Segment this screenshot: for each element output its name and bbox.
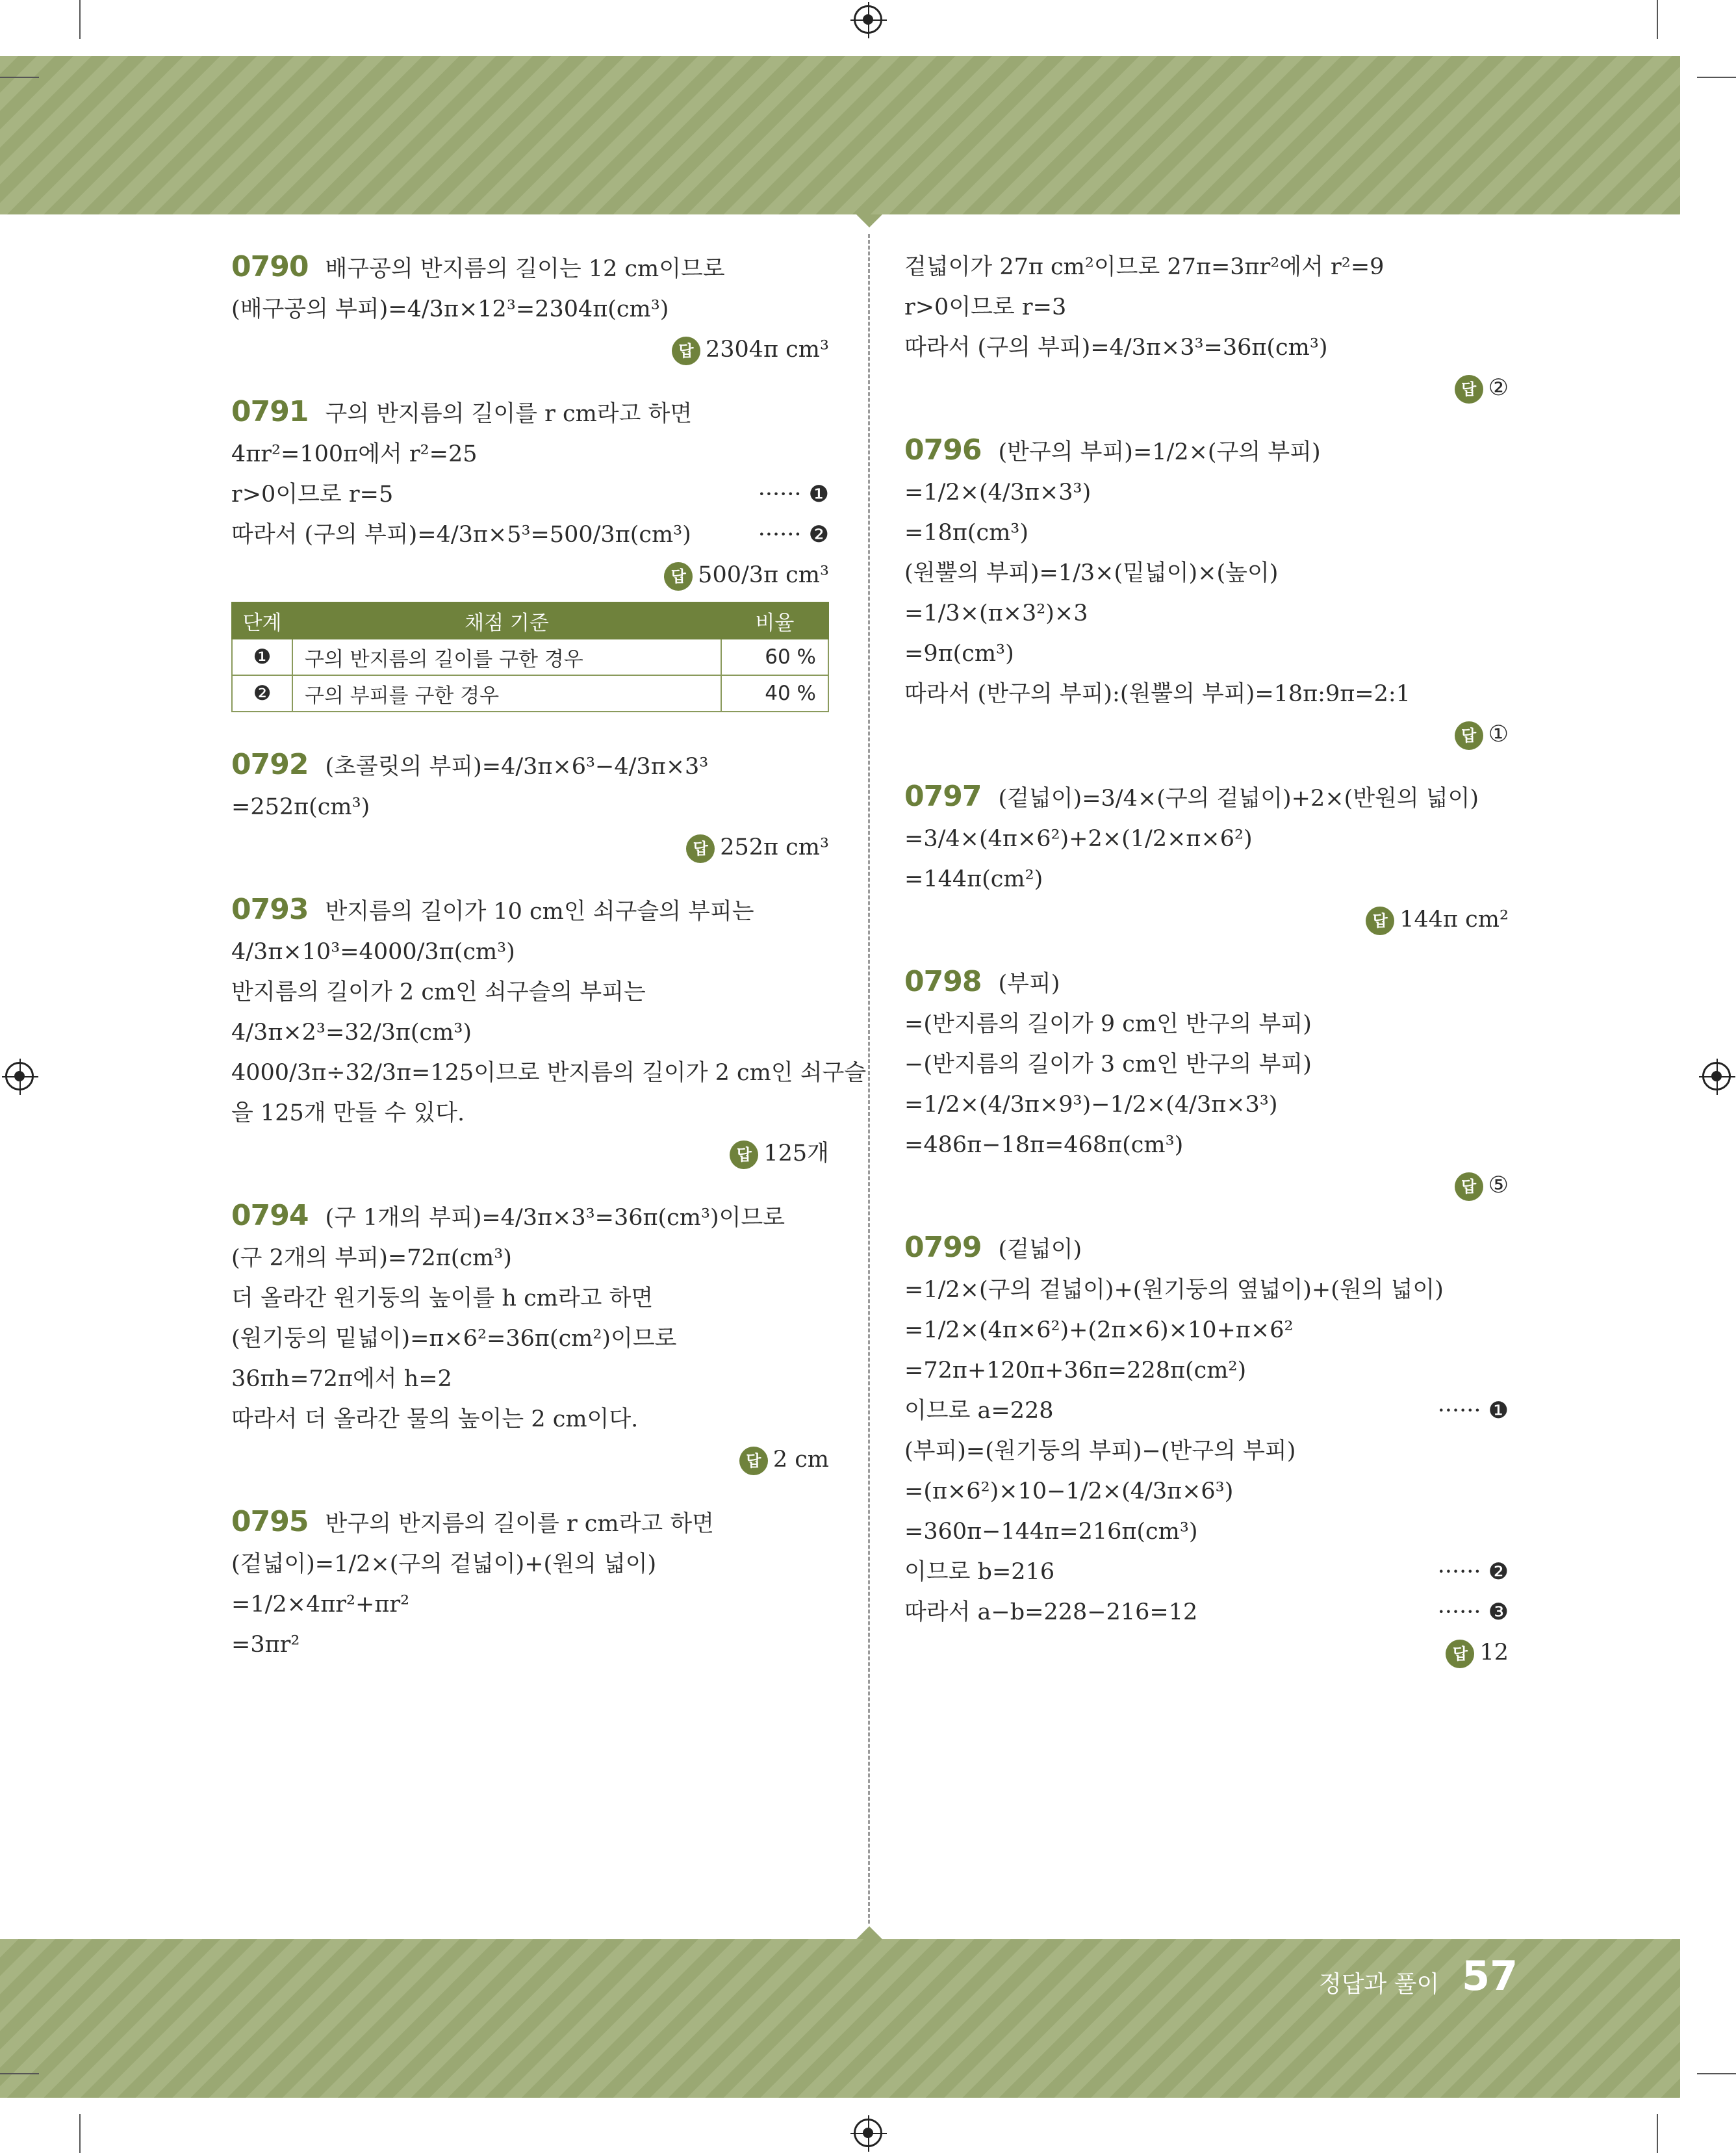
solution-text: 겉넓이가 27π cm²이므로 27π=3πr²에서 r²=9 (904, 254, 1385, 280)
problem-number: 0791 (231, 395, 309, 428)
solution-text: 반지름의 길이가 10 cm인 쇠구슬의 부피는 (325, 899, 754, 925)
solution-line (231, 1399, 829, 1439)
problem-heading (231, 1196, 829, 1238)
solution-text: 반구의 반지름의 길이를 r cm라고 하면 (325, 1511, 714, 1537)
footer-band (0, 1939, 1680, 2098)
solution-line (904, 1512, 1509, 1552)
solution-text: 따라서 (반구의 부피):(원뿔의 부피)=18π:9π=2:1 (904, 681, 1410, 707)
solution-text: 4000/3π÷32/3π=125이므로 반지름의 길이가 2 cm인 쇠구슬 (231, 1060, 867, 1086)
answer-badge-icon: 답 (1455, 1172, 1483, 1201)
section-gap (231, 370, 829, 392)
solution-text: 배구공의 반지름의 길이는 12 cm이므로 (325, 256, 725, 282)
solution-text: =1/2×(4π×6²)+(2π×6)×10+π×6² (904, 1317, 1294, 1343)
answer-badge-icon: 답 (1446, 1640, 1474, 1668)
scoring-table-header: 단계 (232, 602, 292, 639)
answer-value: 2 cm (772, 1447, 829, 1473)
solution-text: r>0이므로 r=5 (231, 482, 394, 508)
solution-line (231, 972, 829, 1012)
solution-text: (구 1개의 부피)=4/3π×3³=36π(cm³)이므로 (325, 1205, 785, 1231)
solution-line (904, 472, 1509, 513)
header-band (0, 56, 1680, 214)
solution-text: =1/2×4πr²+πr² (231, 1592, 410, 1618)
scoring-table (231, 602, 829, 712)
problem-heading (231, 1502, 829, 1544)
answer-value: ⑤ (1488, 1172, 1509, 1198)
answer-value: 500/3π cm³ (698, 562, 829, 588)
solution-line (904, 674, 1509, 714)
crop-mark (79, 0, 81, 39)
solution-text: =3πr² (231, 1632, 300, 1658)
problem-number: 0792 (231, 748, 309, 781)
solution-text: 구의 반지름의 길이를 r cm라고 하면 (325, 401, 693, 427)
answer-value: 144π cm² (1399, 907, 1509, 933)
problem-number: 0799 (904, 1231, 982, 1264)
crop-mark (0, 2073, 39, 2074)
solution-line (231, 1359, 829, 1399)
solution-line (231, 1012, 829, 1053)
solution-text: (배구공의 부피)=4/3π×12³=2304π(cm³) (231, 296, 669, 322)
solution-text: 4/3π×10³=4000/3π(cm³) (231, 939, 515, 965)
answer-value: 2304π cm³ (705, 337, 829, 363)
crop-mark (79, 2114, 81, 2153)
problem-number: 0796 (904, 433, 982, 467)
section-gap (904, 754, 1509, 777)
solution-line (231, 1278, 829, 1319)
section-gap (231, 868, 829, 890)
solution-text: 이므로 a=228 (904, 1398, 1054, 1424)
solution-line (231, 1319, 829, 1359)
scoring-table-header: 채점 기준 (292, 602, 721, 639)
solution-line (904, 328, 1509, 368)
answer-badge-icon: 답 (1366, 907, 1394, 935)
solution-line (231, 1625, 829, 1665)
answer-badge-icon: 답 (739, 1447, 768, 1475)
crop-mark (0, 77, 39, 78)
solution-text: 이므로 b=216 (904, 1559, 1055, 1585)
solution-line (904, 1125, 1509, 1165)
problem-heading (231, 247, 829, 289)
solution-text: =9π(cm³) (904, 641, 1014, 667)
solution-line (904, 1004, 1509, 1044)
solution-text: 따라서 a−b=228−216=12 (904, 1599, 1198, 1625)
solution-line (231, 1053, 867, 1093)
solution-text: 반지름의 길이가 2 cm인 쇠구슬의 부피는 (231, 979, 646, 1005)
answer-line (231, 827, 829, 868)
problem-heading (904, 430, 1509, 472)
solution-line (904, 1085, 1509, 1125)
solution-text: 4/3π×2³=32/3π(cm³) (231, 1020, 472, 1046)
solution-text: =144π(cm²) (904, 866, 1043, 892)
answer-line (231, 1133, 829, 1174)
solution-text: =1/2×(4/3π×3³) (904, 480, 1091, 506)
scoring-ratio: 60 % (721, 639, 828, 675)
solution-text: (겉넓이) (998, 1237, 1082, 1263)
problem-number: 0793 (231, 893, 309, 926)
answer-line (904, 368, 1509, 408)
page-number: 57 (1462, 1952, 1518, 2000)
solution-text: (겉넓이)=1/2×(구의 겉넓이)+(원의 넓이) (231, 1551, 657, 1577)
solution-text: 따라서 더 올라간 물의 높이는 2 cm이다. (231, 1406, 639, 1432)
crop-mark (1657, 2114, 1658, 2153)
scoring-table-row (232, 675, 828, 712)
solution-line (231, 434, 829, 474)
answer-badge-icon: 답 (664, 562, 693, 591)
registration-mark-icon (854, 2119, 882, 2147)
answer-line (904, 1632, 1509, 1673)
problem-number: 0795 (231, 1505, 309, 1538)
solution-line (231, 289, 829, 329)
solution-text: (반구의 부피)=1/2×(구의 부피) (998, 439, 1321, 465)
answer-badge-icon: 답 (672, 337, 700, 365)
footer-notch (856, 1926, 882, 1939)
solution-line (904, 553, 1509, 593)
solution-text: 36πh=72π에서 h=2 (231, 1366, 452, 1392)
scoring-criterion: 구의 반지름의 길이를 구한 경우 (292, 639, 721, 675)
answer-line (231, 1439, 829, 1480)
section-gap (904, 940, 1509, 962)
solution-text: (부피) (998, 971, 1060, 997)
solution-line (904, 1592, 1509, 1632)
solution-line (904, 1471, 1509, 1512)
scoring-step: ❶ (232, 639, 292, 675)
solution-text: 더 올라간 원기둥의 높이를 h cm라고 하면 (231, 1285, 654, 1311)
solution-text: =(π×6²)×10−1/2×(4/3π×6³) (904, 1478, 1234, 1504)
solution-line (904, 1391, 1509, 1431)
problem-heading (904, 777, 1509, 819)
solution-line (231, 1238, 829, 1278)
solution-text: 4πr²=100π에서 r²=25 (231, 441, 478, 467)
solution-line (904, 1350, 1509, 1391)
step-marker: ······ ❶ (758, 482, 829, 508)
problem-number: 0794 (231, 1199, 309, 1232)
right-column (904, 247, 1509, 1673)
solution-line (904, 247, 1509, 287)
answer-line (904, 1165, 1509, 1205)
footer-label: 정답과 풀이 (1319, 1971, 1440, 1998)
solution-line (231, 1544, 829, 1584)
registration-mark-icon (854, 5, 882, 34)
solution-line (904, 287, 1509, 328)
solution-line (904, 593, 1509, 634)
problem-number: 0790 (231, 250, 309, 283)
solution-text: 따라서 (구의 부피)=4/3π×5³=500/3π(cm³) (231, 522, 691, 548)
answer-badge-icon: 답 (1455, 375, 1483, 404)
solution-text: =(반지름의 길이가 9 cm인 반구의 부피) (904, 1011, 1312, 1037)
problem-number: 0797 (904, 780, 982, 813)
solution-text: 따라서 (구의 부피)=4/3π×3³=36π(cm³) (904, 335, 1328, 361)
answer-line (231, 329, 829, 370)
solution-line (904, 819, 1509, 859)
solution-text: (구 2개의 부피)=72π(cm³) (231, 1245, 512, 1271)
solution-line (231, 1584, 829, 1625)
problem-number: 0798 (904, 965, 982, 998)
solution-line (904, 513, 1509, 553)
step-marker: ······ ❶ (1437, 1398, 1509, 1424)
solution-line (904, 1310, 1509, 1350)
problem-heading (231, 890, 829, 932)
crop-mark (1697, 77, 1736, 78)
column-divider (868, 234, 870, 1924)
answer-value: 252π cm³ (720, 834, 829, 860)
problem-heading (904, 1228, 1509, 1270)
header-notch (856, 214, 882, 227)
solution-text: (부피)=(원기둥의 부피)−(반구의 부피) (904, 1438, 1296, 1464)
section-gap (231, 1480, 829, 1502)
solution-line (904, 634, 1509, 674)
registration-mark-icon (5, 1062, 34, 1090)
section-gap (231, 723, 829, 745)
problem-heading (231, 745, 829, 787)
solution-line (904, 1431, 1509, 1471)
section-gap (231, 1174, 829, 1196)
answer-value: ① (1488, 721, 1509, 747)
solution-line (231, 932, 829, 972)
crop-mark (1657, 0, 1658, 39)
solution-text: (원기둥의 밑넓이)=π×6²=36π(cm²)이므로 (231, 1326, 677, 1352)
solution-text: =3/4×(4π×6²)+2×(1/2×π×6²) (904, 826, 1253, 852)
section-gap (904, 1205, 1509, 1228)
solution-line (904, 1552, 1509, 1592)
answer-line (904, 714, 1509, 754)
scoring-table-row (232, 639, 828, 675)
problem-heading (904, 962, 1509, 1004)
solution-line (231, 1093, 829, 1133)
solution-text: =1/2×(구의 겉넓이)+(원기둥의 옆넓이)+(원의 넓이) (904, 1277, 1444, 1303)
solution-line (231, 515, 829, 555)
step-marker: ······ ❷ (758, 522, 829, 548)
step-marker: ······ ❸ (1437, 1599, 1509, 1625)
answer-line (904, 899, 1509, 940)
crop-mark (1697, 2073, 1736, 2074)
left-column (231, 247, 867, 1665)
answer-value: 125개 (763, 1141, 829, 1167)
solution-text: =18π(cm³) (904, 520, 1028, 546)
solution-line (904, 1044, 1509, 1085)
solution-line (904, 859, 1509, 899)
scoring-step: ❷ (232, 675, 292, 712)
answer-value: 12 (1479, 1640, 1509, 1666)
solution-text: =72π+120π+36π=228π(cm²) (904, 1358, 1247, 1384)
section-gap (904, 408, 1509, 430)
answer-badge-icon: 답 (686, 834, 715, 863)
answer-line (231, 555, 829, 595)
solution-text: =1/3×(π×3²)×3 (904, 600, 1088, 626)
solution-text: r>0이므로 r=3 (904, 294, 1067, 320)
problem-heading (231, 392, 829, 434)
solution-text: −(반지름의 길이가 3 cm인 반구의 부피) (904, 1051, 1312, 1077)
solution-text: (원뿔의 부피)=1/3×(밑넓이)×(높이) (904, 560, 1279, 586)
solution-text: =486π−18π=468π(cm³) (904, 1132, 1184, 1158)
solution-text: (겉넓이)=3/4×(구의 겉넓이)+2×(반원의 넓이) (998, 786, 1479, 812)
solution-text: =360π−144π=216π(cm³) (904, 1519, 1198, 1545)
solution-text: (초콜릿의 부피)=4/3π×6³−4/3π×3³ (325, 754, 709, 780)
answer-badge-icon: 답 (1455, 721, 1483, 750)
registration-mark-icon (1702, 1062, 1731, 1090)
solution-text: =1/2×(4/3π×9³)−1/2×(4/3π×3³) (904, 1092, 1278, 1118)
answer-value: ② (1488, 375, 1509, 401)
answer-badge-icon: 답 (730, 1141, 758, 1169)
solution-line (231, 787, 829, 827)
solution-text: 을 125개 만들 수 있다. (231, 1100, 465, 1126)
solution-line (231, 474, 829, 515)
scoring-criterion: 구의 부피를 구한 경우 (292, 675, 721, 712)
step-marker: ······ ❷ (1437, 1559, 1509, 1585)
scoring-table-header: 비율 (721, 602, 828, 639)
solution-line (904, 1270, 1509, 1310)
scoring-ratio: 40 % (721, 675, 828, 712)
solution-text: =252π(cm³) (231, 794, 370, 820)
